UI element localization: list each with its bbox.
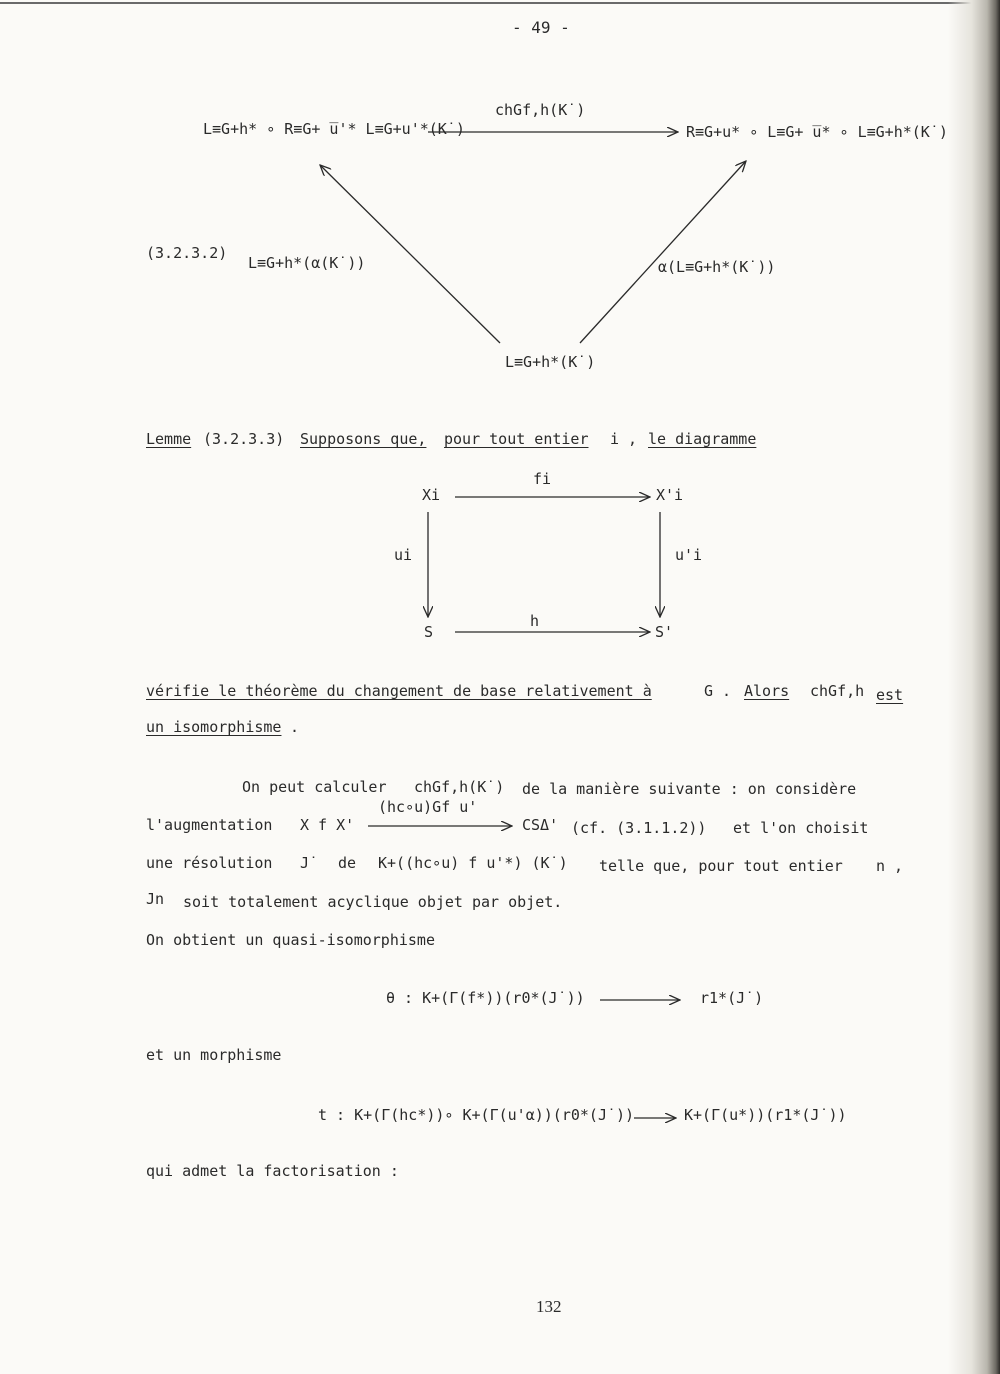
conclusion-alors: Alors — [744, 682, 790, 700]
aug-cf: (cf. (3.1.1.2)) — [571, 819, 707, 837]
res-J: J˙ — [300, 854, 319, 872]
triangle-left-label: L≡G+h*(α(K˙)) — [248, 254, 366, 272]
t-rhs: K+(Γ(u*))(r1*(J˙)) — [684, 1106, 847, 1124]
aug-arrow-label: (hc∘u)Gf u' — [378, 798, 478, 816]
conclusion-G: G . — [704, 682, 732, 700]
square-bottom-left: S — [424, 623, 434, 641]
factorisation-text: qui admet la factorisation : — [146, 1162, 399, 1180]
aug-end: et l'on choisit — [733, 819, 869, 837]
conclusion-est: est — [876, 686, 904, 704]
jn: Jn — [146, 890, 165, 908]
res-end: telle que, pour tout entier — [599, 857, 843, 875]
lemma-text-b: pour tout entier — [444, 430, 589, 448]
jn-text: soit totalement acyclique objet par objet. — [183, 893, 563, 911]
conclusion-ch: chGf,h — [810, 682, 865, 700]
theta-rhs: r1*(J˙) — [700, 989, 764, 1007]
triangle-top-left: L≡G+h* ∘ R≡G+ u̅'* L≡G+u'*(K˙) — [203, 120, 465, 138]
triangle-top-right: R≡G+u* ∘ L≡G+ u̅* ∘ L≡G+h*(K˙) — [686, 123, 948, 141]
square-bottom-right: S' — [655, 623, 674, 641]
triangle-bottom: L≡G+h*(K˙) — [505, 353, 596, 371]
p1-start: On peut calculer — [242, 778, 387, 796]
arrow-right-diagonal — [580, 161, 746, 343]
square-top-left: Xi — [422, 486, 441, 504]
page-number-bottom: 132 — [536, 1297, 562, 1316]
triangle-right-label: α(L≡G+h*(K˙)) — [658, 258, 776, 276]
p1-end: de la manière suivante : on considère — [522, 780, 857, 798]
theta-lhs: θ : K+(Γ(f*))(r0*(J˙)) — [386, 989, 585, 1007]
equation-number: (3.2.3.2) — [146, 244, 228, 262]
triangle-top-arrow-label: chGf,h(K˙) — [495, 101, 586, 119]
conclusion-line-2: un isomorphisme — [146, 718, 282, 736]
aug-label: l'augmentation — [146, 816, 273, 834]
conclusion-line-1: vérifie le théorème du changement de base relativement à — [146, 682, 652, 700]
res-K: K+((hc∘u) f u'*) (K˙) — [378, 854, 568, 872]
conclusion-period: . — [290, 718, 300, 736]
page-number-top: - 49 - — [512, 18, 570, 37]
square-top-right: X'i — [656, 486, 684, 504]
res-de: de — [338, 854, 357, 872]
lemma-number: (3.2.3.3) — [203, 430, 285, 448]
aug-source: X f X' — [300, 816, 355, 834]
lemma-var-i: i — [610, 430, 620, 448]
square-right-arrow: u'i — [675, 546, 703, 564]
square-top-arrow: fi — [533, 470, 552, 488]
square-left-arrow: ui — [394, 546, 413, 564]
quasi-iso-text: On obtient un quasi-isomorphisme — [146, 931, 435, 949]
aug-target: CSΔ' — [522, 816, 559, 834]
p1-ch: chGf,h(K˙) — [414, 778, 505, 796]
square-bottom-arrow: h — [530, 612, 540, 630]
morphism-text: et un morphisme — [146, 1046, 282, 1064]
lemma-comma: , — [628, 430, 638, 448]
t-lhs: t : K+(Γ(hc*))∘ K+(Γ(u'α))(r0*(J˙)) — [318, 1106, 635, 1124]
lemma-text-c: le diagramme — [648, 430, 757, 448]
lemma-text-a: Supposons que, — [300, 430, 427, 448]
res-start: une résolution — [146, 854, 273, 872]
lemma-label: Lemme — [146, 430, 192, 448]
res-n: n , — [876, 857, 904, 875]
